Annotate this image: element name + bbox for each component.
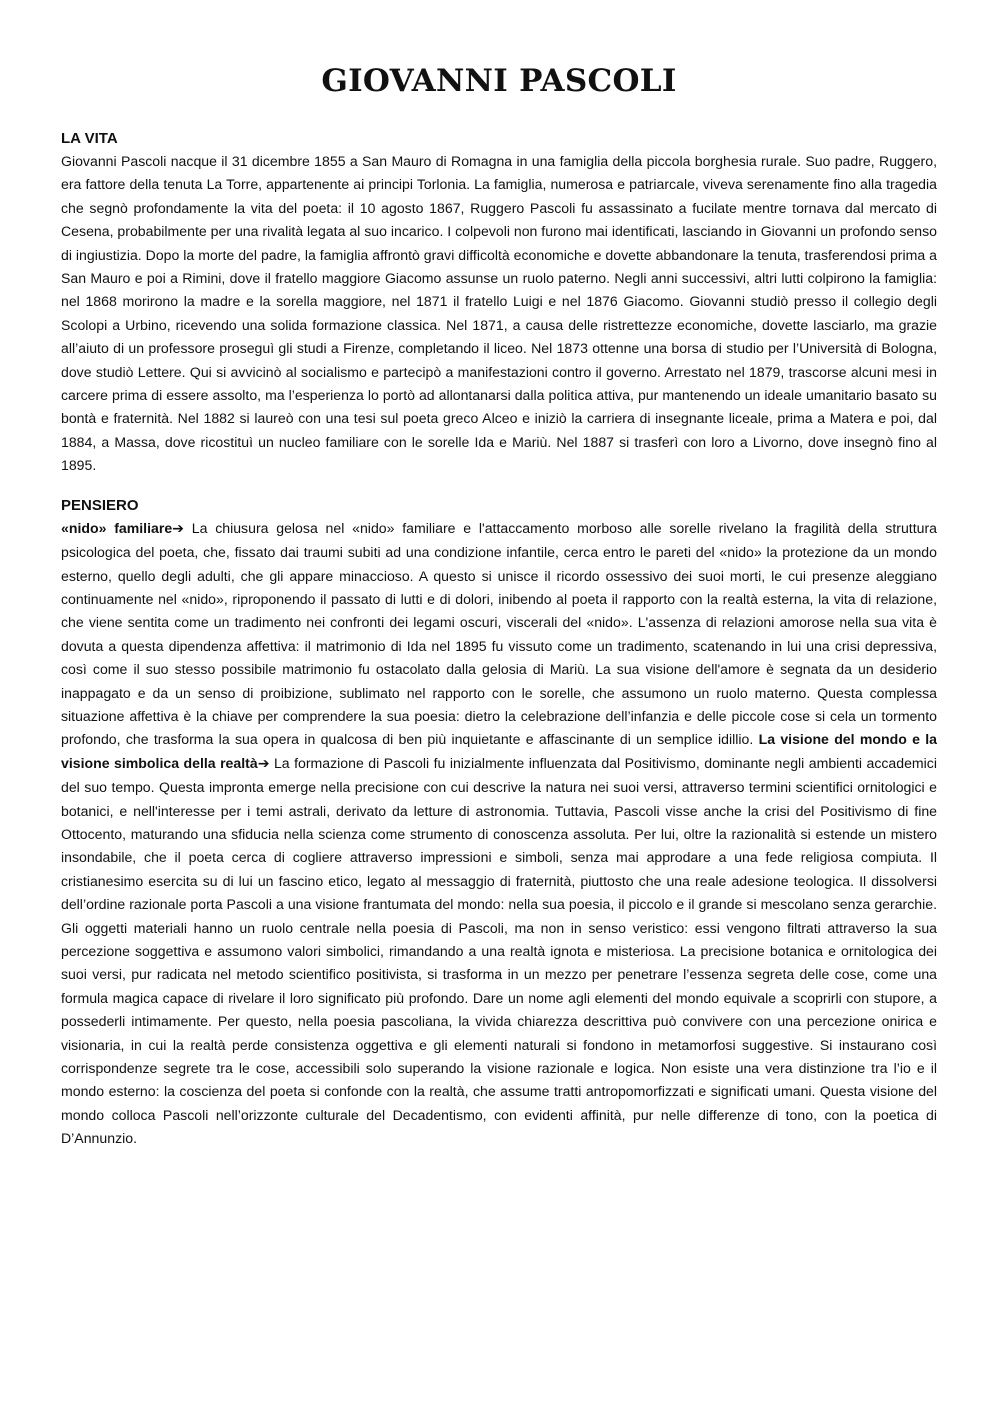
document-page	[61, 56, 937, 1151]
nido-familiare-label: «nido» familiare	[61, 519, 173, 536]
visione-mondo-text: La formazione di Pascoli fu inizialmente influenzata dal Positivismo, dominante negli ambienti accademici del suo tempo. Questa impronta emerge nella precisione con cui descrive la natura nei suoi versi, attraverso termini scientifici ornitologici e botanici, e nell'interesse per i temi astrali, derivato da letture di astronomia. Tuttavia, Pascoli visse anche la crisi del Positivismo di fine Ottocento, maturando una sfiducia nella scienza come strumento di conoscenza assoluta. Per lui, oltre la razionalità si estende un mistero insondabile, che il poeta cerca di cogliere attraverso impressioni e simboli, senza mai approdare a una fede religiosa compiuta. Il cristianesimo esercita su di lui un fascino etico, legato al messaggio di fraternità, piuttosto che una reale adesione teologica. Il dissolversi dell’ordine razionale porta Pascoli a una visione frantumata del mondo: nella sua poesia, il piccolo e il grande si mescolano senza gerarchie. Gli oggetti materiali hanno un ruolo centrale nella poesia di Pascoli, ma non in senso veristico: essi vengono filtrati attraverso la sua percezione soggettiva e assumono valori simbolici, rimandando a una realtà ignota e misteriosa. La precisione botanica e ornitologica dei suoi versi, pur radicata nel metodo scientifico positivista, si trasforma in un mezzo per penetrare l’essenza segreta delle cose, come una formula magica capace di rivelare il loro significato più profondo. Dare un nome agli elementi del mondo equivale a scoprirli con stupore, a possederli intimamente. Per questo, nella poesia pascoliana, la vivida chiarezza descrittiva può convivere con una percezione onirica e visionaria, in cui la realtà perde consistenza oggettiva e gli elementi naturali si fondono in metamorfosi suggestive. Si instaurano così corrispondenze segrete tra le cose, accessibili solo superando la visione razionale e logica. Non esiste una vera distinzione tra l’io e il mondo esterno: la coscienza del poeta si confonde con la realtà, che assume tratti antropomorfizzati e significati umani. Questa visione del mondo colloca Pascoli nell’orizzonte culturale del Decadentismo, con evidenti affinità, pur nelle differenze di tono, con la poetica di D’Annunzio.	[61, 754, 937, 1147]
vita-paragraph: Giovanni Pascoli nacque il 31 dicembre 1855 a San Mauro di Romagna in una famiglia della piccola borghesia rurale. Suo padre, Ruggero, era fattore della tenuta La Torre, appartenente ai principi Torlonia. La famiglia, numerosa e patriarcale, viveva serenamente fino alla tragedia che segnò profondamente la vita del poeta: il 10 agosto 1867, Ruggero Pascoli fu assassinato a fucilate mentre tornava dal mercato di Cesena, probabilmente per una rivalità legata al suo incarico. I colpevoli non furono mai identificati, lasciando in Giovanni un profondo senso di ingiustizia. Dopo la morte del padre, la famiglia affrontò gravi difficoltà economiche e dovette abbandonare la tenuta, trasferendosi prima a San Mauro e poi a Rimini, dove il fratello maggiore Giacomo assunse un ruolo paterno. Negli anni successivi, altri lutti colpirono la famiglia: nel 1868 morirono la madre e la sorella maggiore, nel 1871 il fratello Luigi e nel 1876 Giacomo. Giovanni studiò presso il collegio degli Scolopi a Urbino, ricevendo una solida formazione classica. Nel 1871, a causa delle ristrettezze economiche, dovette lasciarlo, ma grazie all’aiuto di un professore proseguì gli studi a Firenze, completando il liceo. Nel 1873 ottenne una borsa di studio per l’Università di Bologna, dove studiò Lettere. Qui si avvicinò al socialismo e partecipò a manifestazioni contro il governo. Arrestato nel 1879, trascorse alcuni mesi in carcere prima di essere assolto, ma l’esperienza lo portò ad allontanarsi dalla politica attiva, pur mantenendo un ideale umanitario basato su bontà e fraternità. Nel 1882 si laureò con una tesi sul poeta greco Alceo e iniziò la carriera di insegnante liceale, prima a Matera e poi, dal 1884, a Massa, dove ricostituì un nucleo familiare con le sorelle Ida e Mariù. Nel 1887 si trasferì con loro a Livorno, dove insegnò fino al 1895.	[61, 153, 937, 474]
section-spacer	[61, 478, 937, 495]
arrow-right-icon: ➔	[172, 520, 184, 537]
arrow-right-icon: ➔	[257, 755, 270, 772]
nido-familiare-text: La chiusura gelosa nel «nido» familiare e l'attaccamento morboso alle sorelle rivelano la fragilità della struttura psicologica del poeta, che, fissato dai traumi subiti ad una condizione infantile, cerca entro le pareti del «nido» la protezione da un mondo esterno, quello degli adulti, che gli appare minaccioso. A questo si unisce il ricordo ossessivo dei suoi morti, le cui presenze aleggiano continuamente nel «nido», riproponendo il passato di lutti e di dolori, inibendo al poeta il rapporto con la realtà esterna, la vita di relazione, che viene sentita come un tradimento nei confronti dei legami oscuri, viscerali del «nido». L'assenza di relazioni amorose nella sua vita è dovuta a questa dipendenza affettiva: il matrimonio di Ida nel 1895 fu vissuto come un tradimento, scatenando in lui una crisi depressiva, così come il suo stesso possibile matrimonio fu ostacolato dalla gelosia di Mariù. La sua visione dell'amore è segnata da un desiderio inappagato e da un senso di proibizione, sublimato nel rapporto con le sorelle, che assumono un ruolo materno. Questa complessa situazione affettiva è la chiave per comprendere la sua poesia: dietro la celebrazione dell’infanzia e delle piccole cose si cela un tormento profondo, che trasforma la sua opera in qualcosa di ben più inquietante e affascinante di un semplice idillio.	[61, 519, 937, 748]
page-title: GIOVANNI PASCOLI	[321, 63, 677, 99]
pensiero-paragraph	[61, 517, 937, 1151]
section-heading-pensiero: PENSIERO	[61, 496, 139, 514]
section-heading-vita: LA VITA	[61, 130, 118, 147]
visione-mondo-label: La visione del mondo e la visione simbolica della realtà	[61, 731, 938, 771]
